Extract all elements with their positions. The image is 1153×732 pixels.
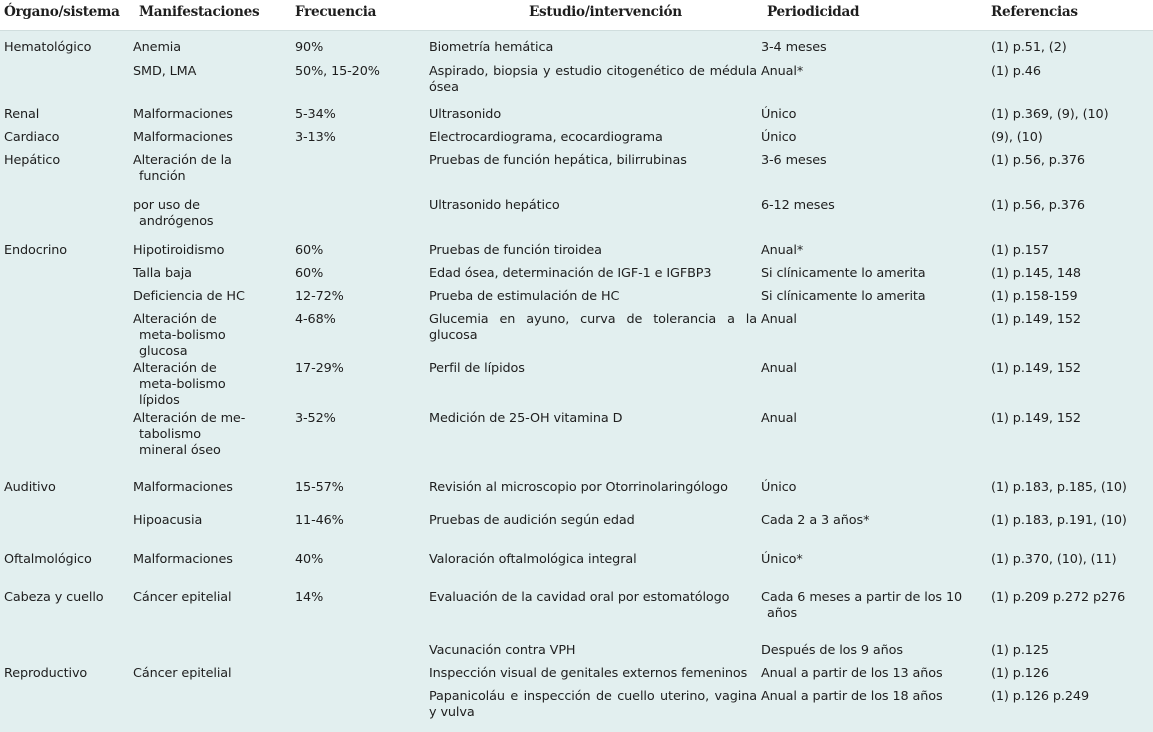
cell-frequency: 4-68%	[295, 312, 336, 327]
header-frequency: Frecuencia	[295, 4, 377, 20]
cell-study: Prueba de estimulación de HC	[429, 289, 620, 304]
cell-manifestation: Malformaciones	[133, 480, 233, 495]
cell-frequency: 50%, 15-20%	[295, 64, 380, 79]
cell-references: (1) p.126	[991, 666, 1049, 681]
cell-study: Pruebas de audición según edad	[429, 513, 635, 528]
cell-periodicity: Anual a partir de los 13 años	[761, 666, 943, 681]
cell-study: Perfil de lípidos	[429, 361, 525, 376]
cell-periodicity: Después de los 9 años	[761, 643, 903, 658]
cell-study: Edad ósea, determinación de IGF-1 e IGFBP3	[429, 266, 712, 281]
cell-periodicity: Único	[761, 130, 797, 145]
cell-manifestation: Hipoacusia	[133, 513, 203, 528]
cell-references: (1) p.145, 148	[991, 266, 1081, 281]
cell-periodicity: Anual	[761, 361, 797, 376]
cell-manifestation: por uso de andrógenos	[133, 198, 214, 229]
cell-references: (9), (10)	[991, 130, 1043, 145]
cell-frequency: 5-34%	[295, 107, 336, 122]
cell-references: (1) p.56, p.376	[991, 153, 1085, 168]
cell-periodicity: Anual	[761, 411, 797, 426]
cell-periodicity: 6-12 meses	[761, 198, 835, 213]
cell-references: (1) p.56, p.376	[991, 198, 1085, 213]
cell-study: Ultrasonido hepático	[429, 198, 560, 213]
cell-frequency: 40%	[295, 552, 324, 567]
cell-references: (1) p.183, p.191, (10)	[991, 513, 1127, 528]
header-periodicity: Periodicidad	[767, 4, 860, 20]
cell-manifestation: Alteración de la función	[133, 153, 232, 184]
cell-frequency: 12-72%	[295, 289, 344, 304]
cell-frequency: 17-29%	[295, 361, 344, 376]
cell-periodicity: Anual	[761, 312, 797, 327]
cell-frequency: 15-57%	[295, 480, 344, 495]
cell-references: (1) p.149, 152	[991, 361, 1081, 376]
cell-periodicity: Anual*	[761, 64, 804, 79]
cell-manifestation: Cáncer epitelial	[133, 590, 232, 605]
cell-manifestation: Talla baja	[133, 266, 192, 281]
header-manifestation: Manifestaciones	[139, 4, 260, 20]
cell-references: (1) p.149, 152	[991, 411, 1081, 426]
cell-periodicity: Único	[761, 107, 797, 122]
cell-organ: Reproductivo	[4, 666, 88, 681]
cell-organ: Cardiaco	[4, 130, 60, 145]
cell-frequency: 3-13%	[295, 130, 336, 145]
cell-study: Glucemia en ayuno, curva de tolerancia a la glucosa	[429, 312, 757, 343]
cell-manifestation: Cáncer epitelial	[133, 666, 232, 681]
cell-organ: Renal	[4, 107, 40, 122]
cell-references: (1) p.125	[991, 643, 1049, 658]
cell-manifestation: Alteración de meta-bolismo glucosa	[133, 312, 226, 359]
cell-references: (1) p.183, p.185, (10)	[991, 480, 1127, 495]
cell-study: Pruebas de función hepática, bilirrubinas	[429, 153, 687, 168]
cell-periodicity: Cada 6 meses a partir de los 10 años	[761, 590, 963, 621]
cell-organ: Hematológico	[4, 40, 92, 55]
cell-manifestation: Anemia	[133, 40, 182, 55]
cell-organ: Endocrino	[4, 243, 68, 258]
cell-study: Medición de 25-OH vitamina D	[429, 411, 623, 426]
cell-manifestation: Malformaciones	[133, 130, 233, 145]
cell-periodicity: Único	[761, 480, 797, 495]
header-references: Referencias	[991, 4, 1078, 20]
cell-frequency: 11-46%	[295, 513, 344, 528]
cell-study: Biometría hemática	[429, 40, 554, 55]
cell-references: (1) p.157	[991, 243, 1049, 258]
cell-references: (1) p.149, 152	[991, 312, 1081, 327]
cell-references: (1) p.158-159	[991, 289, 1078, 304]
cell-manifestation: Hipotiroidismo	[133, 243, 225, 258]
cell-frequency: 14%	[295, 590, 324, 605]
cell-study: Aspirado, biopsia y estudio citogenético de médula ósea	[429, 64, 757, 95]
cell-organ: Auditivo	[4, 480, 56, 495]
cell-periodicity: 3-4 meses	[761, 40, 827, 55]
cell-manifestation: Alteración de meta-bolismo lípidos	[133, 361, 226, 408]
cell-frequency: 3-52%	[295, 411, 336, 426]
cell-study: Pruebas de función tiroidea	[429, 243, 602, 258]
cell-manifestation: SMD, LMA	[133, 64, 197, 79]
cell-periodicity: Cada 2 a 3 años*	[761, 513, 870, 528]
cell-organ: Oftalmológico	[4, 552, 92, 567]
cell-references: (1) p.51, (2)	[991, 40, 1067, 55]
header-study: Estudio/intervención	[529, 4, 682, 20]
cell-periodicity: Si clínicamente lo amerita	[761, 266, 926, 281]
cell-references: (1) p.46	[991, 64, 1041, 79]
cell-study: Electrocardiograma, ecocardiograma	[429, 130, 663, 145]
cell-manifestation: Deficiencia de HC	[133, 289, 245, 304]
cell-periodicity: Anual*	[761, 243, 804, 258]
cell-periodicity: 3-6 meses	[761, 153, 827, 168]
cell-references: (1) p.126 p.249	[991, 689, 1089, 704]
cell-study: Inspección visual de genitales externos femeninos	[429, 666, 748, 681]
cell-references: (1) p.369, (9), (10)	[991, 107, 1109, 122]
cell-periodicity: Anual a partir de los 18 años	[761, 689, 943, 704]
table-header	[0, 0, 1153, 31]
cell-organ: Hepático	[4, 153, 61, 168]
cell-references: (1) p.209 p.272 p276	[991, 590, 1126, 605]
cell-periodicity: Único*	[761, 552, 803, 567]
cell-frequency: 90%	[295, 40, 324, 55]
cell-study: Vacunación contra VPH	[429, 643, 576, 658]
cell-manifestation: Alteración de me-tabolismo mineral óseo	[133, 411, 246, 458]
cell-frequency: 60%	[295, 266, 324, 281]
cell-study: Ultrasonido	[429, 107, 502, 122]
cell-organ: Cabeza y cuello	[4, 590, 104, 605]
cell-study: Evaluación de la cavidad oral por estomatólogo	[429, 590, 730, 605]
cell-periodicity: Si clínicamente lo amerita	[761, 289, 926, 304]
cell-manifestation: Malformaciones	[133, 552, 233, 567]
cell-study: Revisión al microscopio por Otorrinolaringólogo	[429, 480, 728, 495]
header-organ: Órgano/sistema	[4, 4, 120, 20]
cell-frequency: 60%	[295, 243, 324, 258]
cell-study: Papanicoláu e inspección de cuello uterino, vagina y vulva	[429, 689, 757, 720]
cell-study: Valoración oftalmológica integral	[429, 552, 637, 567]
cell-references: (1) p.370, (10), (11)	[991, 552, 1117, 567]
cell-manifestation: Malformaciones	[133, 107, 233, 122]
